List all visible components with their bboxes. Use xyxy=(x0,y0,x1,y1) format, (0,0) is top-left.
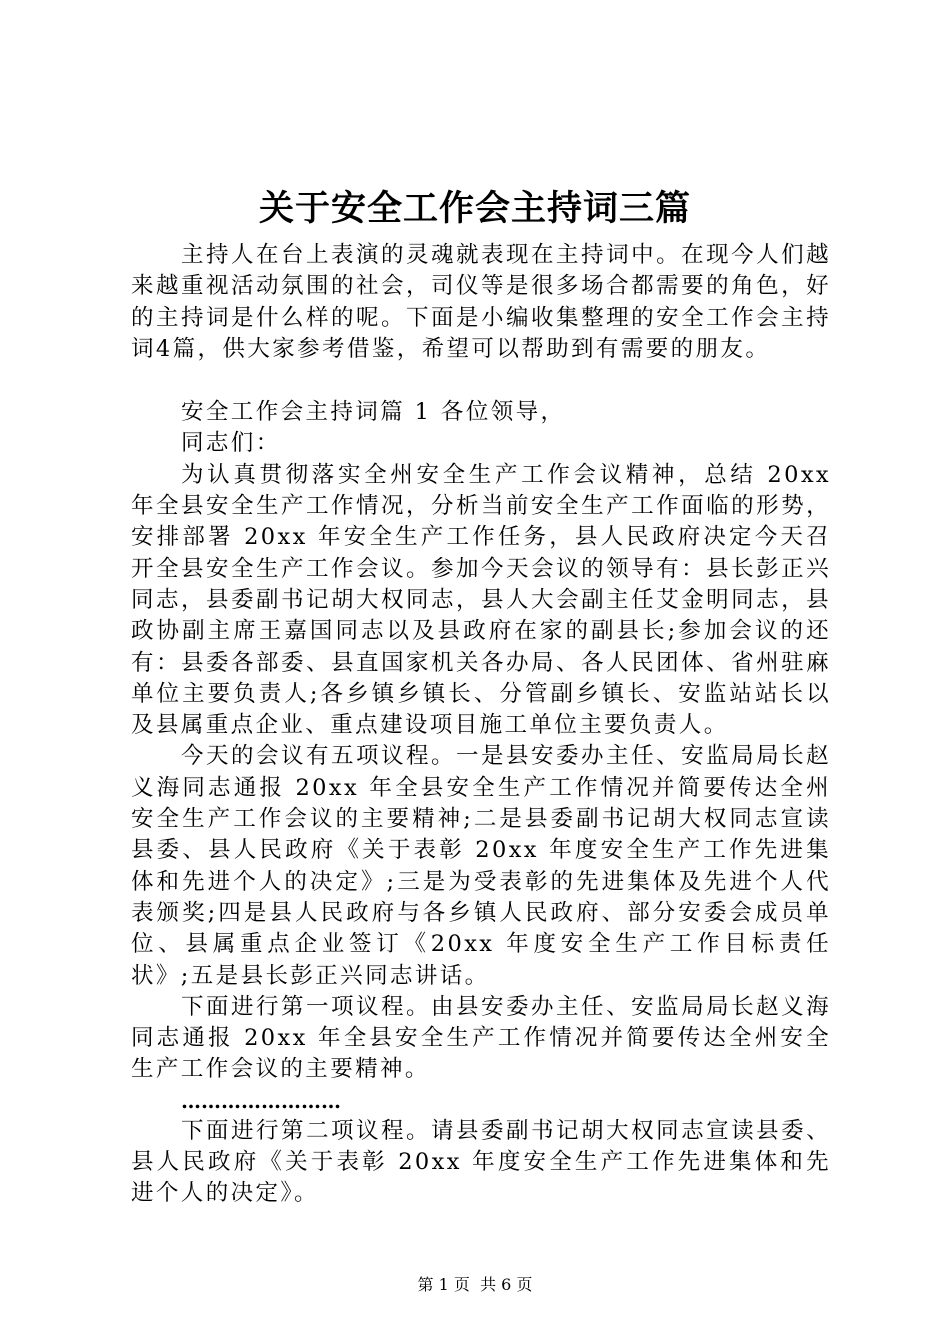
page-number-current: 第 1 页 xyxy=(417,1275,470,1294)
document-body xyxy=(131,240,831,1210)
body-paragraph-4: 下面进行第二项议程。请县委副书记胡大权同志宣读县委、县人民政府《关于表彰 20xx 年度安全生产工作先进集体和先进个人的决定》。 xyxy=(131,1117,831,1207)
intro-paragraph: 主持人在台上表演的灵魂就表现在主持词中。在现今人们越来越重视活动氛围的社会，司仪等是很多场合都需要的角色，好的主持词是什么样的呢。下面是小编收集整理的安全工作会主持词4篇，供大家参考借鉴，希望可以帮助到有需要的朋友。 xyxy=(131,242,831,362)
ellipsis-divider: …………………… xyxy=(181,1088,341,1113)
page-footer xyxy=(0,1275,950,1295)
document-title: 关于安全工作会主持词三篇 xyxy=(258,188,691,229)
page-number-total: 共 6 页 xyxy=(480,1275,533,1294)
body-paragraph-2: 今天的会议有五项议程。一是县安委办主任、安监局局长赵义海同志通报 20xx 年全县安全生产工作情况并简要传达全州安全生产工作会议的主要精神;二是县委副书记胡大权同志宣读县委、县人民政府《关于表彰 20xx 年度安全生产工作先进集体和先进个人的决定》;三是为受表彰的先进集体及先进个人代表颁奖;四是县人民政府与各乡镇人民政府、部分安委会成员单位、县属重点企业签订《20xx 年度安全生产工作目标责任状》;五是县长彭正兴同志讲话。 xyxy=(131,743,831,989)
body-paragraph-3: 下面进行第一项议程。由县安委办主任、安监局局长赵义海同志通报 20xx 年全县安全生产工作情况并简要传达全州安全生产工作会议的主要精神。 xyxy=(131,993,831,1083)
section-heading-line: 安全工作会主持词篇 1 各位领导， xyxy=(181,399,566,426)
paragraph-gap xyxy=(131,365,831,397)
greeting-line: 同志们： xyxy=(181,430,281,457)
body-paragraph-1: 为认真贯彻落实全州安全生产工作会议精神，总结 20xx 年全县安全生产工作情况，分析当前安全生产工作面临的形势，安排部署 20xx 年安全生产工作任务，县人民政府决定今天召开全县安全生产工作会议。参加今天会议的领导有：县长彭正兴同志，县委副书记胡大权同志，县人大会副主任艾金明同志，县政协副主席王嘉国同志以及县政府在家的副县长;参加会议的还有：县委各部委、县直国家机关各办局、各人民团体、省州驻麻单位主要负责人;各乡镇乡镇长、分管副乡镇长、安监站站长以及县属重点企业、重点建设项目施工单位主要负责人。 xyxy=(131,461,831,739)
